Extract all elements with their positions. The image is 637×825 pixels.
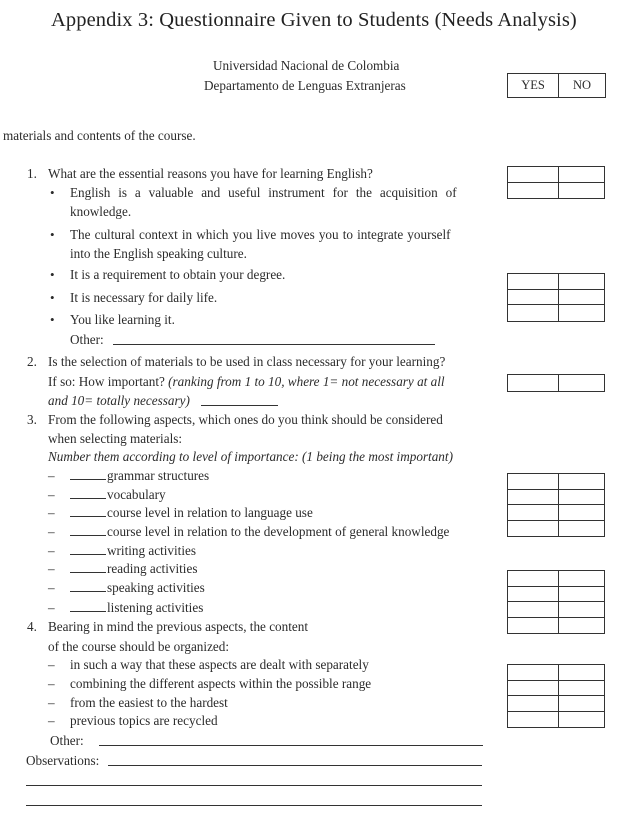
q4-other-input[interactable] [99,745,483,746]
observations-input-line-3[interactable] [26,805,482,806]
q2-sub-prefix: If so: How important? [48,374,165,389]
no-checkbox[interactable] [559,696,604,711]
q3-aspect-5-label: writing activities [107,543,196,558]
dash-icon: – [48,580,55,595]
yes-checkbox[interactable] [508,167,559,182]
q4-option-1: in such a way that these aspects are dealt with separately [70,657,369,672]
yes-checkbox[interactable] [508,665,559,680]
q1-other-label: Other: [70,332,104,347]
no-checkbox[interactable] [559,618,604,634]
no-checkbox[interactable] [559,290,604,305]
rank-input[interactable] [70,560,106,573]
dash-icon: – [48,561,55,576]
question-2-subline-1 [48,373,445,391]
university-name: Universidad Nacional de Colombia [213,58,400,73]
q2-sub-italic-1: (ranking from 1 to 10, where 1= not necessary at all [168,374,445,389]
page-title: Appendix 3: Questionnaire Given to Students (Needs Analysis) [51,9,577,31]
q3-aspect-8[interactable] [70,599,203,617]
q3-aspect-4[interactable] [70,523,449,541]
yes-checkbox[interactable] [508,274,559,289]
q3-aspect-2-label: vocabulary [107,487,166,502]
department-name: Departamento de Lenguas Extranjeras [204,78,406,93]
question-4-text-line1: Bearing in mind the previous aspects, the content [48,619,309,634]
question-3-number: 3. [27,412,37,427]
no-checkbox[interactable] [559,375,604,391]
question-2-number: 2. [27,354,37,369]
dash-icon: – [48,676,55,691]
q3-aspect-7-label: speaking activities [107,580,205,595]
rank-input[interactable] [70,542,106,555]
bullet-icon: • [50,290,55,305]
yes-checkbox[interactable] [508,474,559,489]
yes-column-label: YES [508,74,559,97]
q4-option-4: previous topics are recycled [70,713,218,728]
yes-no-header [507,73,606,98]
yes-checkbox[interactable] [508,183,559,199]
question-1-text: What are the essential reasons you have for learning English? [48,166,373,181]
intro-text: materials and contents of the course. [3,128,196,143]
rank-input[interactable] [70,599,106,612]
q3-aspect-7[interactable] [70,579,205,597]
q1-option-1-line2: knowledge. [70,204,132,219]
observations-input-line-2[interactable] [26,785,482,786]
q1-option-2-line2: into the English speaking culture. [70,246,247,261]
yes-checkbox[interactable] [508,571,559,586]
no-checkbox[interactable] [559,274,604,289]
observations-label: Observations: [26,753,100,768]
q1-option-3: It is a requirement to obtain your degree. [70,267,286,282]
q1-option-1-line1: English is a valuable and useful instrument for the acquisition of [70,185,457,200]
no-checkbox[interactable] [559,505,604,520]
bullet-icon: • [50,312,55,327]
yes-checkbox[interactable] [508,587,559,602]
dash-icon: – [48,543,55,558]
question-4-text-line2: of the course should be organized: [48,639,230,654]
dash-icon: – [48,695,55,710]
dash-icon: – [48,713,55,728]
q3-aspect-5[interactable] [70,542,196,560]
q3-aspect-1[interactable] [70,467,209,485]
dash-icon: – [48,468,55,483]
question-3-text-line2: when selecting materials: [48,431,183,446]
yes-checkbox[interactable] [508,505,559,520]
dash-icon: – [48,524,55,539]
q4-other-label: Other: [50,733,84,748]
rank-input[interactable] [70,523,106,536]
q2-ranking-input[interactable] [201,405,278,406]
rank-input[interactable] [70,579,106,592]
no-checkbox[interactable] [559,474,604,489]
q2-sub-italic-2: and 10= totally necessary) [48,393,190,408]
question-2-text: Is the selection of materials to be used in class necessary for your learning? [48,354,446,369]
no-checkbox[interactable] [559,571,604,586]
yes-checkbox[interactable] [508,375,559,391]
yes-checkbox[interactable] [508,490,559,505]
observations-input-line-1[interactable] [108,765,482,766]
q3-aspect-6[interactable] [70,560,197,578]
answer-grid-4 [507,473,605,537]
q3-aspect-3-label: course level in relation to language use [107,505,313,520]
q4-option-3: from the easiest to the hardest [70,695,228,710]
q3-aspect-2[interactable] [70,486,166,504]
yes-checkbox[interactable] [508,521,559,537]
q3-aspect-1-label: grammar structures [107,468,210,483]
yes-checkbox[interactable] [508,618,559,634]
no-checkbox[interactable] [559,712,604,728]
no-checkbox[interactable] [559,602,604,617]
no-checkbox[interactable] [559,681,604,696]
yes-checkbox[interactable] [508,290,559,305]
dash-icon: – [48,657,55,672]
q3-aspect-6-label: reading activities [107,561,198,576]
question-3-instruction: Number them according to level of importance: (1 being the most important) [48,449,453,464]
no-checkbox[interactable] [559,490,604,505]
q3-aspect-4-label: course level in relation to the development of general knowledge [107,524,450,539]
bullet-icon: • [50,227,55,242]
yes-checkbox[interactable] [508,696,559,711]
no-checkbox[interactable] [559,305,604,321]
yes-checkbox[interactable] [508,681,559,696]
question-4-number: 4. [27,619,37,634]
question-3-text-line1: From the following aspects, which ones do you think should be considered [48,412,443,427]
no-checkbox[interactable] [559,183,604,199]
q1-option-2-line1: The cultural context in which you live moves you to integrate yourself [70,227,451,242]
answer-grid-3 [507,374,605,392]
answer-grid-2 [507,273,605,322]
no-checkbox[interactable] [559,665,604,680]
bullet-icon: • [50,267,55,282]
answer-grid-6 [507,664,605,728]
no-checkbox[interactable] [559,167,604,182]
q4-option-2: combining the different aspects within the possible range [70,676,372,691]
no-checkbox[interactable] [559,521,604,537]
dash-icon: – [48,487,55,502]
question-1-number: 1. [27,166,37,181]
yes-checkbox[interactable] [508,602,559,617]
no-checkbox[interactable] [559,587,604,602]
answer-grid-1 [507,166,605,199]
q1-other-input[interactable] [113,344,435,345]
rank-input[interactable] [70,467,106,480]
q3-aspect-3[interactable] [70,504,313,522]
q1-option-5: You like learning it. [70,312,175,327]
answer-grid-5 [507,570,605,634]
rank-input[interactable] [70,504,106,517]
dash-icon: – [48,600,55,615]
bullet-icon: • [50,185,55,200]
q3-aspect-8-label: listening activities [107,600,204,615]
rank-input[interactable] [70,486,106,499]
yes-checkbox[interactable] [508,305,559,321]
dash-icon: – [48,505,55,520]
q1-option-4: It is necessary for daily life. [70,290,218,305]
yes-checkbox[interactable] [508,712,559,728]
no-column-label: NO [572,78,592,92]
